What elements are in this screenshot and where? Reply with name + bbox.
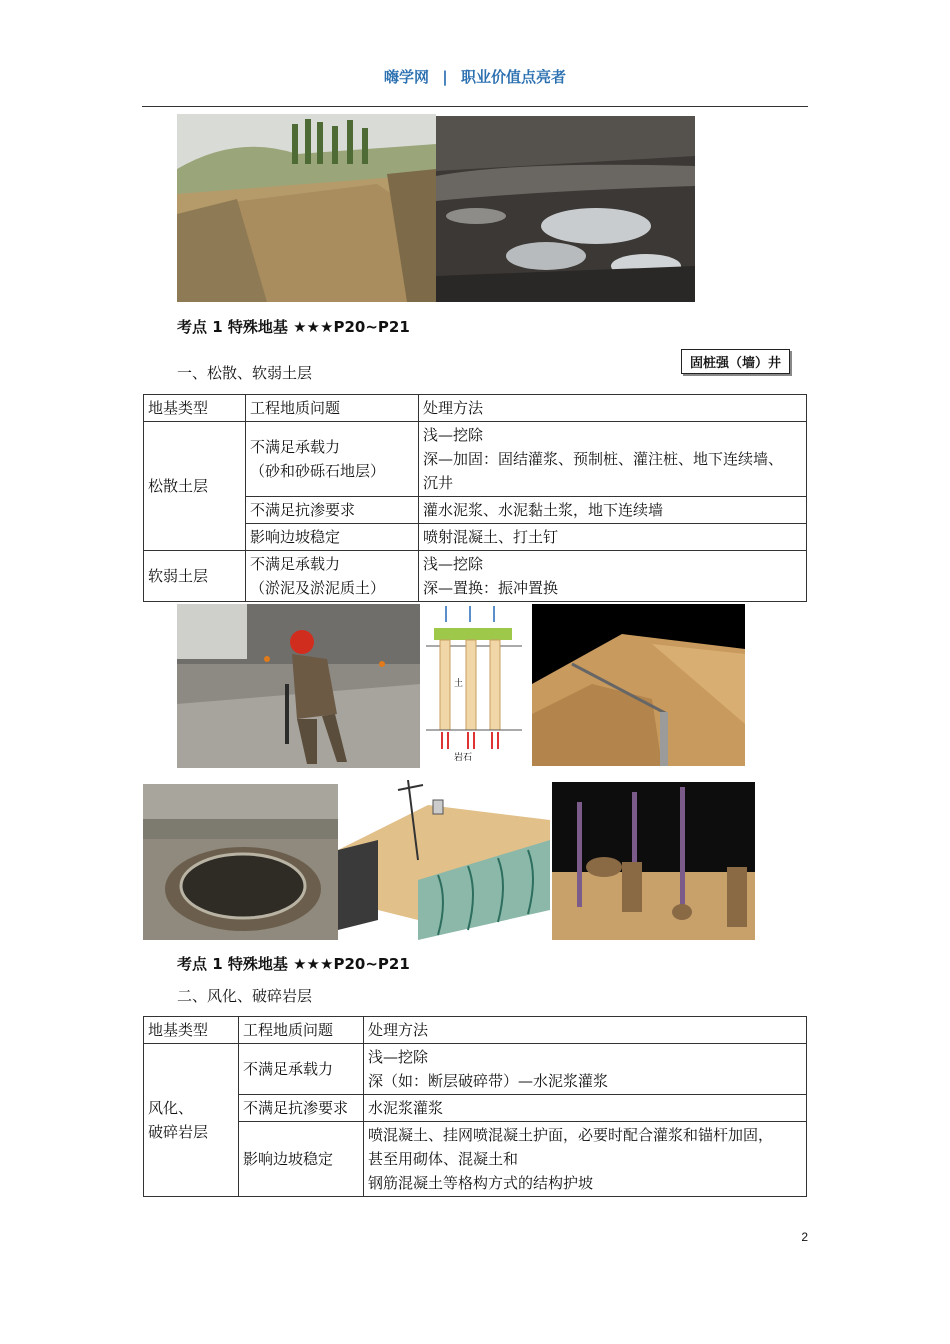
header-cell: 工程地质问题: [239, 1017, 364, 1044]
issue-text: 不满足承载力: [250, 438, 341, 456]
method-line: 深（如：断层破碎带）—水泥浆灌浆: [368, 1072, 609, 1090]
photo-open-caisson: [143, 784, 338, 940]
point-title-2: 考点 1 特殊地基 ★★★P20~P21: [177, 955, 410, 973]
foundation-type-cell: [144, 1044, 239, 1197]
table-row: [144, 1122, 807, 1197]
method-cell: [419, 551, 807, 602]
photo-loose-soil-trench: [177, 114, 436, 302]
diaphragm-wall-render: [532, 604, 745, 766]
section-subtitle-2: 二、风化、破碎岩层: [177, 987, 313, 1005]
site-name: 嗨学网: [384, 68, 430, 86]
section-subtitle-1: 一、松散、软弱土层: [177, 364, 313, 382]
method-line: 喷混凝土、挂网喷混凝土护面，必要时配合灌浆和锚杆加固，: [368, 1126, 774, 1144]
type-line: 破碎岩层: [148, 1123, 209, 1141]
header-rule: [142, 106, 808, 107]
issue-cell: 影响边坡稳定: [246, 524, 419, 551]
header-separator: |: [442, 68, 448, 86]
issue-cell: 不满足承载力: [239, 1044, 364, 1095]
slope-protection-diagram: [338, 780, 550, 940]
table-loose-soft-soil: [143, 394, 807, 602]
method-cell: [419, 422, 807, 497]
method-line: 浅—挖除: [423, 555, 484, 573]
table-header-row: [144, 395, 807, 422]
header-cell: 处理方法: [364, 1017, 807, 1044]
table-row: [144, 1044, 807, 1095]
type-line: 风化、: [148, 1099, 194, 1117]
table-row: [144, 551, 807, 602]
header-cell: 处理方法: [419, 395, 807, 422]
issue-cell: [246, 551, 419, 602]
issue-cell: [246, 422, 419, 497]
issue-note: （砂和砂砾石地层）: [250, 462, 386, 480]
table-header-row: [144, 1017, 807, 1044]
header-cell: 工程地质问题: [246, 395, 419, 422]
table-row: [144, 1095, 807, 1122]
method-cell: [364, 1044, 807, 1095]
table-row: [144, 422, 807, 497]
photo-soft-mud-ground: [436, 116, 695, 302]
method-line: 浅—挖除: [423, 426, 484, 444]
method-cell: 水泥浆灌浆: [364, 1095, 807, 1122]
photo-worker-grouting: [177, 604, 420, 768]
issue-cell: 不满足抗渗要求: [246, 497, 419, 524]
foundation-type-cell: 松散土层: [144, 422, 246, 551]
site-slogan: 职业价值点亮者: [460, 68, 566, 86]
rock-label: 岩石: [454, 753, 473, 763]
method-line: 浅—挖除: [368, 1048, 429, 1066]
soil-label: 土: [454, 679, 464, 689]
method-line: 深—置换：振冲置换: [423, 579, 559, 597]
table-weathered-rock: [143, 1016, 807, 1197]
method-line: 深—加固：固结灌浆、预制桩、灌注桩、地下连续墙、: [423, 450, 784, 468]
issue-note: （淤泥及淤泥质土）: [250, 579, 386, 597]
method-cell: 喷射混凝土、打土钉: [419, 524, 807, 551]
issue-cell: 影响边坡稳定: [239, 1122, 364, 1197]
method-cell: 灌水泥浆、水泥黏土浆，地下连续墙: [419, 497, 807, 524]
method-line: 甚至用砌体、混凝土和: [368, 1150, 519, 1168]
method-line: 钢筋混凝土等格构方式的结构护坡: [368, 1174, 594, 1192]
method-line: 沉井: [423, 474, 454, 492]
header-cell: 地基类型: [144, 395, 246, 422]
method-cell: [364, 1122, 807, 1197]
point-title-1: 考点 1 特殊地基 ★★★P20~P21: [177, 318, 410, 336]
page-header: [0, 66, 950, 87]
header-cell: 地基类型: [144, 1017, 239, 1044]
issue-cell: 不满足抗渗要求: [239, 1095, 364, 1122]
foundation-type-cell: 软弱土层: [144, 551, 246, 602]
pile-foundation-diagram: [426, 604, 522, 768]
issue-text: 不满足承载力: [250, 555, 341, 573]
page-number: 2: [801, 1230, 808, 1244]
vibro-replacement-render: [552, 782, 755, 940]
mnemonic-stamp: 固桩强（墙）井: [681, 349, 790, 374]
